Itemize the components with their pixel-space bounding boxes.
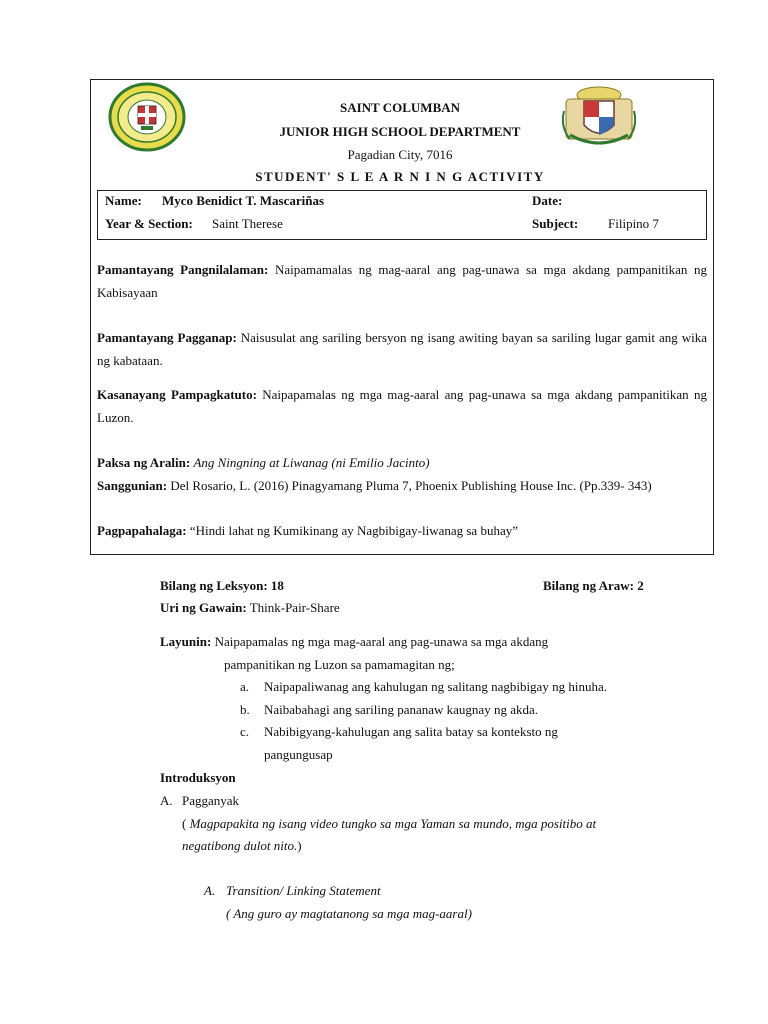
transition-label: Transition/ Linking Statement — [226, 883, 381, 898]
content-standard-label: Pamantayang Pangnilalaman: — [97, 262, 269, 277]
name-value: Myco Benidict T. Mascariñas — [162, 193, 325, 208]
school-seal-logo — [108, 82, 186, 152]
objective-line-1: Naipapamalas ng mga mag-aaral ang pag-unawa sa mga akdang — [214, 634, 549, 649]
reference — [97, 474, 707, 497]
learning-competency-text: Naipapamalas ng mga mag-aaral ang pag-unawa sa mga akdang pampanitikan ng Luzon. — [97, 387, 707, 425]
learning-competency-label: Kasanayang Pampagkatuto: — [97, 387, 257, 402]
lesson-topic-label: Paksa ng Aralin: — [97, 455, 191, 470]
motivation-marker: A. — [160, 793, 173, 808]
motivation-open-paren: ( — [182, 816, 187, 831]
subject-label: Subject: — [532, 216, 579, 231]
name-label: Name: — [105, 193, 142, 208]
motivation-line-1 — [182, 815, 596, 833]
school-name: SAINT COLUMBAN — [339, 100, 461, 115]
content-standard — [97, 258, 707, 304]
objective-a-text: Naipapaliwanag ang kahulugan ng salitang nagbibigay ng hinuha. — [264, 679, 607, 694]
coat-of-arms-logo — [556, 81, 642, 151]
objective-label: Layunin: — [160, 634, 212, 649]
motivation-close-paren: ) — [297, 838, 302, 853]
activity-type-value: Think-Pair-Share — [249, 600, 340, 615]
values-integration — [97, 519, 707, 542]
date-label: Date: — [532, 193, 563, 208]
content-standard-text: Naipamamalas ng mag-aaral ang pag-unawa sa mga akdang pampanitikan ng Kabisayaan — [97, 262, 708, 300]
activity-type-label: Uri ng Gawain: — [160, 600, 247, 615]
department-name: JUNIOR HIGH SCHOOL DEPARTMENT — [279, 124, 521, 139]
objective-c-continuation: pangungusap — [264, 747, 333, 762]
activity-title: STUDENT' S L E A R N I N G ACTIVITY — [255, 169, 545, 184]
objective-b-text: Naibabahagi ang sariling pananaw kaugnay ng akda. — [264, 702, 538, 717]
objective-c-text: Nabibigyang-kahulugan ang salita batay sa konteksto ng — [264, 724, 558, 739]
subject-value: Filipino 7 — [608, 216, 659, 231]
school-city: Pagadian City, 7016 — [347, 147, 453, 162]
activity-type — [160, 599, 340, 617]
transition-text: ( Ang guro ay magtatanong sa mga mag-aaral) — [226, 906, 472, 921]
reference-label: Sanggunian: — [97, 478, 168, 493]
values-label: Pagpapahalaga: — [97, 523, 187, 538]
lesson-number: Bilang ng Leksyon: 18 — [160, 578, 284, 593]
lesson-topic — [97, 451, 707, 474]
performance-standard-label: Pamantayang Pagganap: — [97, 330, 237, 345]
year-section-value: Saint Therese — [212, 216, 283, 231]
day-number: Bilang ng Araw: 2 — [543, 578, 644, 593]
objective-line-2: pampanitikan ng Luzon sa pamamagitan ng; — [224, 657, 455, 672]
year-section-label: Year & Section: — [105, 216, 193, 231]
transition-marker: A. — [204, 883, 216, 898]
values-text: “Hindi lahat ng Kumikinang ay Nagbibigay-liwanag sa buhay” — [189, 523, 518, 538]
objective-b-marker: b. — [240, 702, 250, 717]
introduction-heading: Introduksyon — [160, 770, 236, 785]
objective-a-marker: a. — [240, 679, 250, 694]
performance-standard — [97, 326, 707, 372]
motivation-line-2 — [182, 837, 302, 855]
lesson-topic-text: Ang Ningning at Liwanag (ni Emilio Jacinto) — [193, 455, 430, 470]
motivation-text-2: negatibong dulot nito. — [182, 838, 298, 853]
reference-text: Del Rosario, L. (2016) Pinagyamang Pluma 7, Phoenix Publishing House Inc. (Pp.339- 343) — [170, 478, 652, 493]
objective-c-marker: c. — [240, 724, 250, 739]
learning-competency — [97, 383, 707, 429]
performance-standard-text: Naisusulat ang sariling bersyon ng isang awiting bayan sa sariling lugar gamit ang wika ng kabataan. — [97, 330, 707, 368]
motivation-label: Pagganyak — [182, 793, 240, 808]
motivation-text-1: Magpapakita ng isang video tungko sa mga Yaman sa mundo, mga positibo at — [186, 816, 597, 831]
objective — [160, 633, 548, 651]
